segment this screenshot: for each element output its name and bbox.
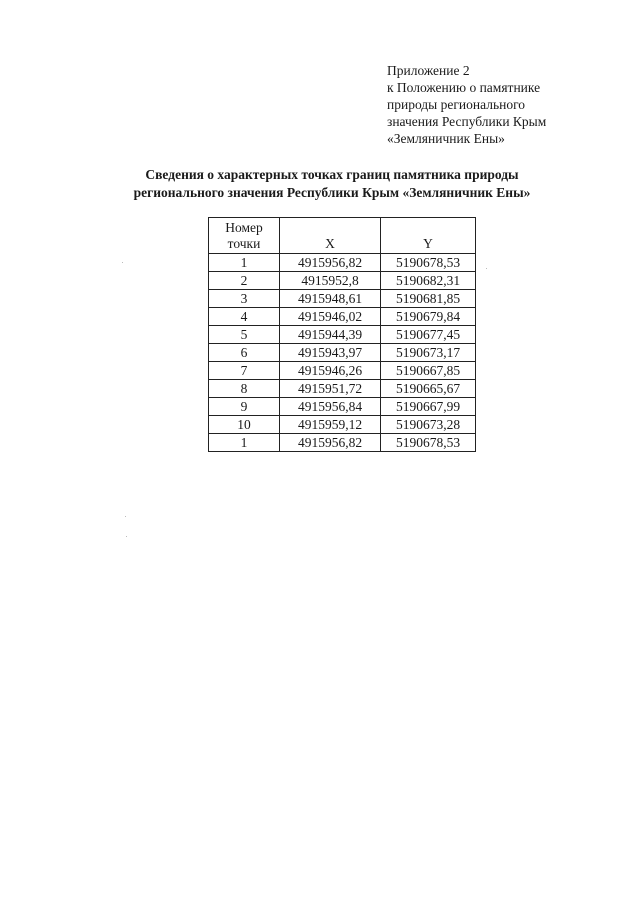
scan-speck bbox=[486, 268, 487, 269]
cell-y: 5190667,85 bbox=[381, 362, 476, 380]
table-row bbox=[209, 380, 476, 398]
scan-speck bbox=[126, 536, 127, 537]
title-line: регионального значения Республики Крым «Земляничник Ены» bbox=[133, 185, 531, 200]
appendix-line: «Земляничник Ены» bbox=[387, 131, 505, 146]
header-number-line1: Номер bbox=[225, 220, 263, 235]
cell-y: 5190677,45 bbox=[381, 326, 476, 344]
table-row bbox=[209, 308, 476, 326]
cell-y: 5190678,53 bbox=[381, 434, 476, 452]
cell-x: 4915946,26 bbox=[280, 362, 381, 380]
header-y: Y bbox=[381, 218, 476, 254]
table-row bbox=[209, 326, 476, 344]
appendix-line: Приложение 2 bbox=[387, 63, 470, 78]
cell-point-number: 4 bbox=[209, 308, 280, 326]
cell-point-number: 2 bbox=[209, 272, 280, 290]
cell-point-number: 10 bbox=[209, 416, 280, 434]
cell-x: 4915943,97 bbox=[280, 344, 381, 362]
header-point-number bbox=[209, 218, 280, 254]
cell-x: 4915946,02 bbox=[280, 308, 381, 326]
cell-point-number: 3 bbox=[209, 290, 280, 308]
cell-y: 5190673,28 bbox=[381, 416, 476, 434]
cell-point-number: 8 bbox=[209, 380, 280, 398]
table-header-row bbox=[209, 218, 476, 254]
appendix-note bbox=[387, 62, 546, 147]
cell-point-number: 1 bbox=[209, 254, 280, 272]
table-row bbox=[209, 344, 476, 362]
cell-x: 4915959,12 bbox=[280, 416, 381, 434]
cell-x: 4915951,72 bbox=[280, 380, 381, 398]
header-number-line2: точки bbox=[227, 236, 261, 251]
cell-y: 5190681,85 bbox=[381, 290, 476, 308]
table-row bbox=[209, 290, 476, 308]
scan-speck bbox=[125, 516, 126, 517]
cell-y: 5190667,99 bbox=[381, 398, 476, 416]
cell-x: 4915956,84 bbox=[280, 398, 381, 416]
table-body bbox=[209, 254, 476, 452]
table-row bbox=[209, 362, 476, 380]
appendix-line: природы регионального bbox=[387, 97, 526, 112]
header-x: X bbox=[280, 218, 381, 254]
cell-point-number: 7 bbox=[209, 362, 280, 380]
coordinates-table bbox=[208, 217, 476, 452]
cell-point-number: 5 bbox=[209, 326, 280, 344]
document-title bbox=[0, 166, 640, 202]
table-row bbox=[209, 254, 476, 272]
cell-point-number: 9 bbox=[209, 398, 280, 416]
cell-y: 5190679,84 bbox=[381, 308, 476, 326]
table-row bbox=[209, 416, 476, 434]
cell-y: 5190673,17 bbox=[381, 344, 476, 362]
scan-speck bbox=[122, 262, 123, 263]
table-row bbox=[209, 398, 476, 416]
cell-y: 5190665,67 bbox=[381, 380, 476, 398]
cell-y: 5190682,31 bbox=[381, 272, 476, 290]
cell-x: 4915956,82 bbox=[280, 254, 381, 272]
table-row bbox=[209, 434, 476, 452]
appendix-line: значения Республики Крым bbox=[387, 114, 547, 129]
cell-x: 4915952,8 bbox=[280, 272, 381, 290]
cell-point-number: 6 bbox=[209, 344, 280, 362]
cell-y: 5190678,53 bbox=[381, 254, 476, 272]
table-row bbox=[209, 272, 476, 290]
cell-x: 4915944,39 bbox=[280, 326, 381, 344]
cell-x: 4915948,61 bbox=[280, 290, 381, 308]
title-line: Сведения о характерных точках границ памятника природы bbox=[145, 167, 519, 182]
appendix-line: к Положению о памятнике bbox=[387, 80, 541, 95]
cell-point-number: 1 bbox=[209, 434, 280, 452]
cell-x: 4915956,82 bbox=[280, 434, 381, 452]
